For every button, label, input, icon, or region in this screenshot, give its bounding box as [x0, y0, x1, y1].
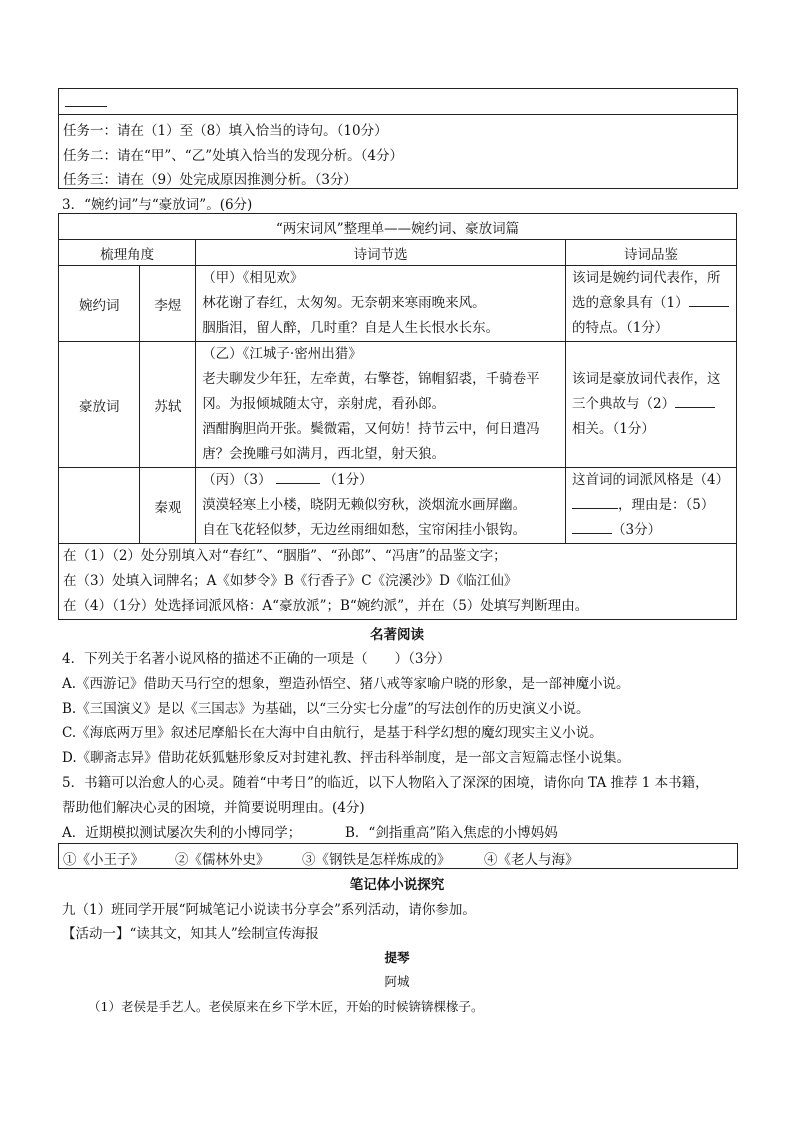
q5-stem-line2: 帮助他们解决心灵的困境，并简要说明理由。(4分)	[62, 800, 365, 816]
story-author: 阿城	[384, 974, 410, 989]
top-task-box	[58, 88, 738, 189]
q4-option-d[interactable]: D.《聊斋志异》借助花妖狐魅形象反对封建礼教、抨击科举制度，是一部文言短篇志怪小说集。	[62, 750, 631, 766]
review-line: 该词是豪放词代表作，这	[572, 371, 721, 387]
section-title-biji: 笔记体小说探究	[349, 877, 445, 893]
answer-blank[interactable]	[689, 294, 729, 307]
q5-choice-b: B．“剑指重高”陷入焦虑的小博妈妈	[345, 825, 558, 841]
table-title: “两宋词风”整理单——婉约词、豪放词篇	[59, 214, 737, 240]
answer-blank[interactable]	[276, 471, 320, 484]
excerpt-line: 冈。为报倾城随太守，亲射虎，看孙郎。	[202, 396, 446, 412]
story-title: 提琴	[384, 950, 410, 965]
excerpt-line: 酒酣胸胆尚开张。鬓微霜，又何妨！持节云中，何日遣冯	[202, 421, 540, 437]
book-option: ②《儒林外史》	[175, 852, 270, 868]
review-cell	[566, 468, 737, 544]
excerpt-line: 自在飞花轻似梦，无边丝雨细如愁，宝帘闲挂小银钩。	[202, 522, 527, 538]
excerpt-line: 胭脂泪，留人醉，几时重？自是人生长恨水长东。	[202, 320, 500, 336]
review-line: 相关。（1分）	[572, 421, 655, 437]
task-divider	[59, 114, 737, 115]
table-row	[59, 468, 737, 544]
excerpt-cell	[196, 468, 566, 544]
excerpt-line: （甲）《相见欢》	[202, 270, 304, 286]
task-1: 任务一：请在（1）至（8）填入恰当的诗句。（10分）	[63, 123, 388, 139]
excerpt-cell	[196, 266, 566, 342]
activity-intro: 九（1）班同学开展“阿城笔记小说读书分享会”系列活动，请你参加。	[62, 902, 476, 918]
review-line: 这首词的词派风格是（4）	[572, 472, 730, 488]
review-cell	[566, 266, 737, 342]
q4-option-b[interactable]: B.《三国演义》是以《三国志》为基础，以“三分实七分虚”的写法创作的历史演义小说。	[62, 701, 590, 717]
excerpt-line: 老夫聊发少年狂，左牵黄，右擎苍，锦帽貂裘，千骑卷平	[202, 371, 540, 387]
header-excerpt: 诗词节选	[196, 240, 566, 266]
q4-option-a[interactable]: A.《西游记》借助天马行空的想象，塑造孙悟空、猪八戒等家喻户晓的形象，是一部神魔小说。	[62, 676, 630, 692]
excerpt-line: （乙）《江城子·密州出猎》	[202, 346, 362, 362]
poet-cell: 李煜	[140, 266, 196, 342]
note-line: 在（1）（2）处分别填入对“春红”、“胭脂”、“孙郎”、“冯唐”的品鉴文字；	[63, 548, 507, 564]
poet-cell: 秦观	[140, 468, 196, 544]
excerpt-line: 唐？会挽雕弓如满月，西北望，射天狼。	[202, 446, 446, 462]
header-review: 诗词品鉴	[566, 240, 737, 266]
header-angle: 梳理角度	[59, 240, 196, 266]
review-line: （3分）	[612, 522, 662, 538]
table-row	[59, 342, 737, 468]
table-notes	[59, 544, 737, 620]
excerpt-line: 漠漠轻寒上小楼，晓阴无赖似穷秋，淡烟流水画屏幽。	[202, 497, 527, 513]
task-2: 任务二：请在“甲”、“乙”处填入恰当的发现分析。（4分）	[63, 148, 403, 164]
review-cell	[566, 342, 737, 468]
note-line: 在（4）（1分）处选择词派风格：A“豪放派”；B“婉约派”，并在（5）处填写判断理由。	[63, 598, 589, 614]
story-paragraph-1: （1）老侯是手艺人。老侯原来在乡下学木匠，开始的时候锛锛棵椽子。	[88, 999, 484, 1014]
book-option: ①《小王子》	[63, 852, 144, 868]
style-cell: 豪放词	[59, 342, 140, 468]
activity-one: 【活动一】“读其文，知其人”绘制宣传海报	[62, 926, 319, 942]
excerpt-line: 林花谢了春红，太匆匆。无奈朝来寒雨晚来风。	[202, 295, 486, 311]
book-option: ④《老人与海》	[484, 852, 579, 868]
review-line: 选的意象具有（1）	[572, 295, 689, 311]
answer-blank-line	[65, 106, 107, 107]
answer-blank[interactable]	[572, 496, 618, 509]
section-title-mingzhu: 名著阅读	[370, 627, 424, 643]
q4-stem: 4．下列关于名著小说风格的描述不正确的一项是（ ）（3分）	[62, 651, 451, 667]
excerpt-line: （1分）	[323, 472, 373, 488]
note-line: 在（3）处填入词牌名；A《如梦令》B《行香子》C《浣溪沙》D《临江仙》	[63, 573, 518, 589]
style-cell: 婉约词	[59, 266, 140, 342]
review-line: 该词是婉约词代表作，所	[572, 270, 721, 286]
q5-choice-a: A．近期模拟测试屡次失利的小博同学；	[62, 825, 302, 841]
excerpt-cell	[196, 342, 566, 468]
ci-style-table	[58, 213, 737, 620]
review-line: 的特点。（1分）	[572, 320, 669, 336]
table-row	[59, 266, 737, 342]
excerpt-line: （丙）（3）	[202, 472, 272, 488]
style-cell	[59, 468, 140, 544]
task-3: 任务三：请在（9）处完成原因推测分析。（3分）	[63, 172, 357, 188]
review-line: 三个典故与（2）	[572, 396, 676, 412]
review-line: ，理由是：（5）	[618, 497, 715, 513]
q4-option-c[interactable]: C.《海底两万里》叙述尼摩船长在大海中自由航行，是基于科学幻想的魔幻现实主义小说。	[62, 725, 603, 741]
q3-heading: 3．“婉约词”与“豪放词”。(6分)	[62, 197, 253, 213]
poet-cell: 苏轼	[140, 342, 196, 468]
book-list-box	[58, 843, 738, 869]
q5-stem-line1: 5．书籍可以治愈人的心灵。随着“中考日”的临近，以下人物陷入了深深的困境，请你向 TA 推荐 1 本书籍，	[62, 775, 709, 791]
book-option: ③《钢铁是怎样炼成的》	[302, 852, 451, 868]
answer-blank[interactable]	[572, 521, 612, 534]
answer-blank[interactable]	[675, 395, 715, 408]
